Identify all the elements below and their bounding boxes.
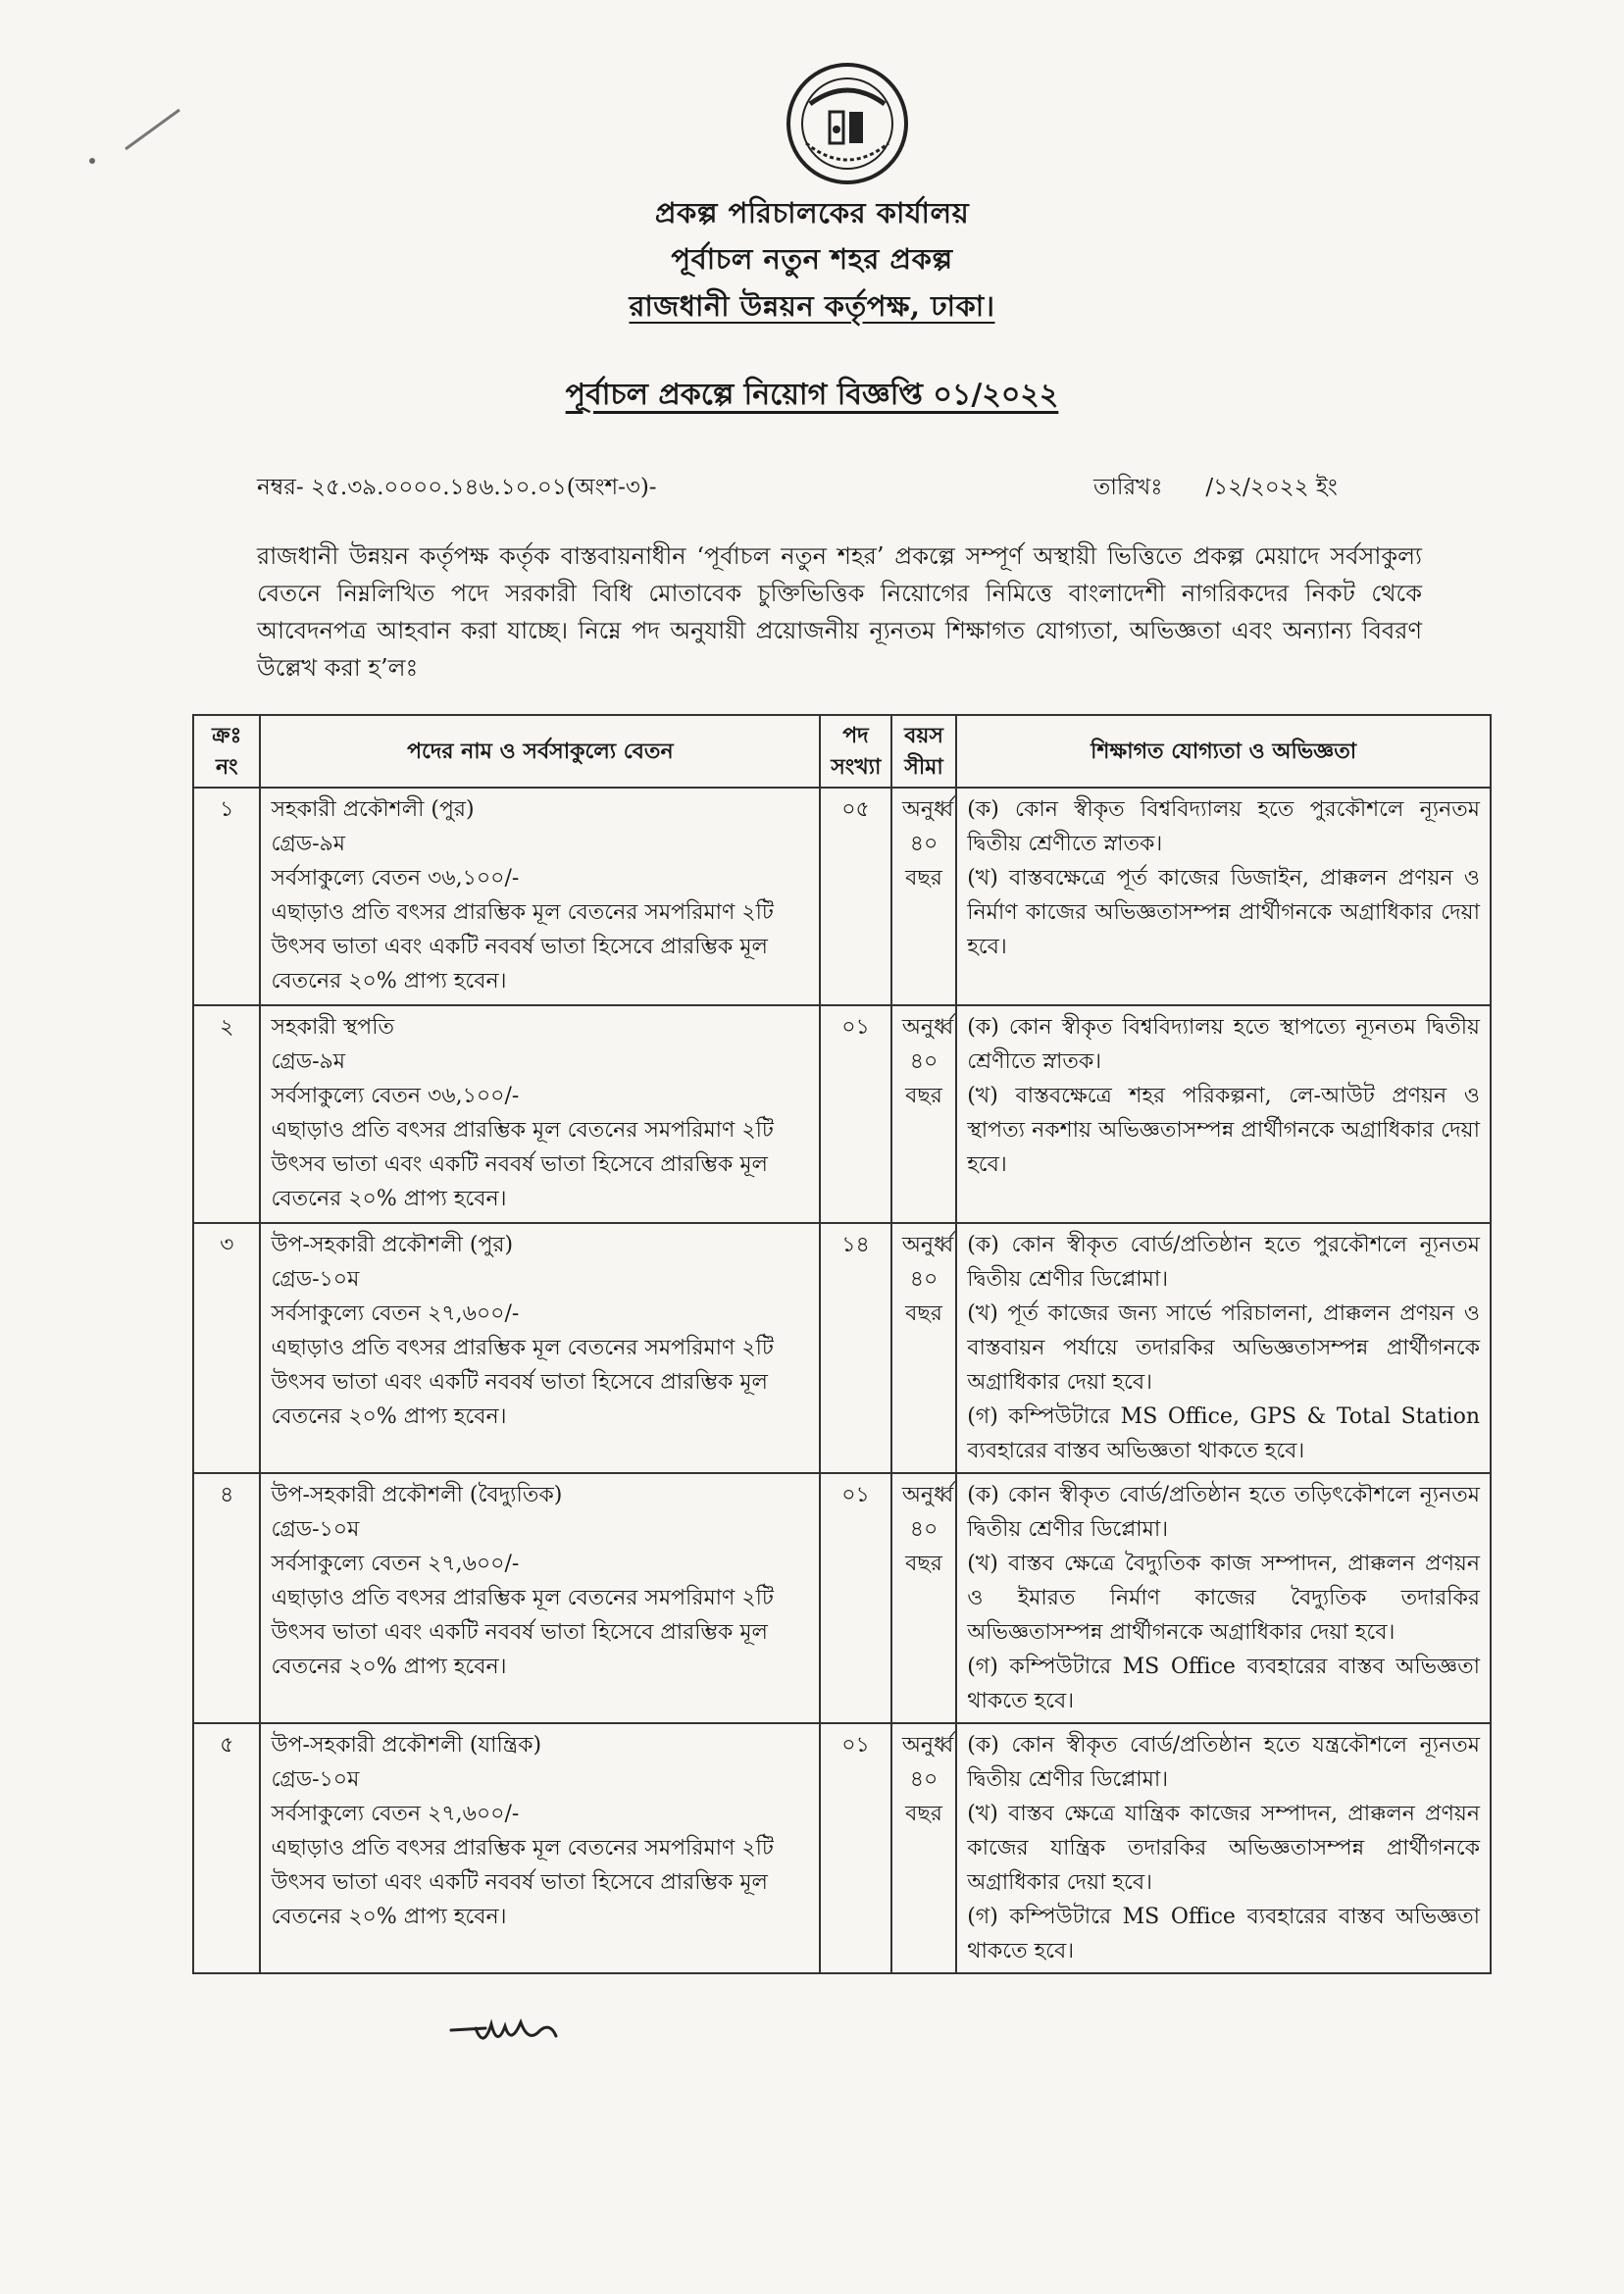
table-row: [193, 788, 1491, 1005]
serial-cell: ১: [193, 788, 260, 1005]
post-title: উপ-সহকারী প্রকৌশলী (পুর): [271, 1233, 514, 1257]
project-name: পূর্বাচল নতুন শহর প্রকল্প: [671, 242, 953, 276]
post-allowance-note: এছাড়াও প্রতি বৎসর প্রারম্ভিক মূল বেতনের সমপরিমাণ ২টি উৎসব ভাতা এবং একটি নববর্ষ ভাতা হিসেবে প্রারম্ভিক মূল বেতনের ২০% প্রাপ্য হবেন।: [271, 1586, 774, 1679]
age-limit-prefix: অনুর্ধ্ব: [901, 1015, 954, 1040]
serial-cell: ৫: [193, 1723, 260, 1973]
post-grade: গ্রেড-১০ম: [271, 1517, 360, 1542]
post-title: সহকারী স্থপতি: [271, 1015, 395, 1040]
header-qualification: শিক্ষাগত যোগ্যতা ও অভিজ্ঞতা: [956, 715, 1491, 788]
post-name-cell: [260, 1223, 820, 1473]
table-row: [193, 1723, 1491, 1973]
post-salary: সর্বসাকুল্যে বেতন ২৭,৬০০/-: [271, 1552, 520, 1576]
age-limit-cell: [891, 1473, 956, 1723]
post-name-cell: [260, 1723, 820, 1973]
post-name-cell: [260, 1473, 820, 1723]
age-limit-value: ৪০: [909, 1267, 939, 1292]
post-salary: সর্বসাকুল্যে বেতন ৩৬,১০০/-: [271, 1084, 520, 1108]
post-salary: সর্বসাকুল্যে বেতন ৩৬,১০০/-: [271, 866, 520, 891]
serial-cell: ৩: [193, 1223, 260, 1473]
qualification-cell: [956, 1223, 1491, 1473]
qualification-item: (গ) কম্পিউটারে MS Office ব্যবহারের বাস্তব অভিজ্ঞতা থাকতে হবে।: [967, 1655, 1480, 1713]
post-allowance-note: এছাড়াও প্রতি বৎসর প্রারম্ভিক মূল বেতনের সমপরিমাণ ২টি উৎসব ভাতা এবং একটি নববর্ষ ভাতা হিসেবে প্রারম্ভিক মূল বেতনের ২০% প্রাপ্য হবেন।: [271, 1836, 774, 1929]
post-name-cell: [260, 1005, 820, 1223]
qualification-cell: [956, 1005, 1491, 1223]
age-limit-cell: [891, 1223, 956, 1473]
qualification-item: (গ) কম্পিউটারে MS Office, GPS & Total Station ব্যবহারের বাস্তব অভিজ্ঞতা থাকতে হবে।: [967, 1404, 1480, 1463]
post-grade: গ্রেড-৯ম: [271, 1049, 346, 1074]
age-limit-prefix: অনুর্ধ্ব: [901, 1733, 954, 1758]
post-salary: সর্বসাকুল্যে বেতন ২৭,৬০০/-: [271, 1802, 520, 1826]
reference-number: নম্বর- ২৫.৩৯.০০০০.১৪৬.১০.০১(অংশ-৩)-: [257, 475, 657, 500]
scan-mark-icon: [86, 98, 204, 167]
post-grade: গ্রেড-১০ম: [271, 1267, 360, 1292]
age-limit-cell: [891, 1005, 956, 1223]
table-row: [193, 1005, 1491, 1223]
qualification-cell: [956, 1723, 1491, 1973]
header-age-limit: বয়স সীমা: [891, 715, 956, 788]
qualification-item: (খ) বাস্তবক্ষেত্রে শহর পরিকল্পনা, লে-আউট প্রণয়ন ও স্থাপত্য নকশায় অভিজ্ঞতাসম্পন্ন প্রার্থীগনকে অগ্রাধিকার দেয়া হবে।: [967, 1084, 1480, 1177]
qualification-item: (খ) বাস্তব ক্ষেত্রে যান্ত্রিক কাজের সম্পাদন, প্রাক্কলন প্রণয়ন কাজের যান্ত্রিক তদারকির অভিজ্ঞতাসম্পন্ন প্রার্থীগনকে অগ্রাধিকার দেয়া হবে।: [967, 1802, 1480, 1895]
qualification-cell: [956, 788, 1491, 1005]
rajuk-seal-icon: [785, 61, 910, 186]
post-title: উপ-সহকারী প্রকৌশলী (বৈদ্যুতিক): [271, 1483, 563, 1507]
age-limit-cell: [891, 1723, 956, 1973]
qualification-item: (খ) পূর্ত কাজের জন্য সার্ভে পরিচালনা, প্রাক্কলন প্রণয়ন ও বাস্তবায়ন পর্যায়ে তদারকির অভিজ্ঞতাসম্পন্ন প্রার্থীগনকে অগ্রাধিকার দেয়া হবে।: [967, 1301, 1480, 1395]
post-salary: সর্বসাকুল্যে বেতন ২৭,৬০০/-: [271, 1301, 520, 1326]
post-name-cell: [260, 788, 820, 1005]
post-allowance-note: এছাড়াও প্রতি বৎসর প্রারম্ভিক মূল বেতনের সমপরিমাণ ২টি উৎসব ভাতা এবং একটি নববর্ষ ভাতা হিসেবে প্রারম্ভিক মূল বেতনের ২০% প্রাপ্য হবেন।: [271, 1336, 774, 1429]
qualification-item: (ক) কোন স্বীকৃত বোর্ড/প্রতিষ্ঠান হতে যন্ত্রকৌশলে ন্যূনতম দ্বিতীয় শ্রেণীর ডিপ্লোমা।: [967, 1733, 1480, 1792]
serial-cell: ৪: [193, 1473, 260, 1723]
age-limit-cell: [891, 788, 956, 1005]
age-limit-prefix: অনুর্ধ্ব: [901, 797, 954, 822]
qualification-item: (ক) কোন স্বীকৃত বোর্ড/প্রতিষ্ঠান হতে তড়িৎকৌশলে ন্যূনতম দ্বিতীয় শ্রেণীর ডিপ্লোমা।: [967, 1483, 1480, 1542]
age-limit-unit: বছর: [905, 1552, 942, 1576]
post-allowance-note: এছাড়াও প্রতি বৎসর প্রারম্ভিক মূল বেতনের সমপরিমাণ ২টি উৎসব ভাতা এবং একটি নববর্ষ ভাতা হিসেবে প্রারম্ভিক মূল বেতনের ২০% প্রাপ্য হবেন।: [271, 900, 774, 994]
age-limit-value: ৪০: [909, 1049, 939, 1074]
age-limit-value: ৪০: [909, 1767, 939, 1792]
qualification-cell: [956, 1473, 1491, 1723]
qualification-item: (খ) বাস্তবক্ষেত্রে পূর্ত কাজের ডিজাইন, প্রাক্কলন প্রণয়ন ও নির্মাণ কাজের অভিজ্ঞতাসম্পন্ন প্রার্থীগনকে অগ্রাধিকার দেয়া হবে।: [967, 866, 1480, 959]
qualification-item: (খ) বাস্তব ক্ষেত্রে বৈদ্যুতিক কাজ সম্পাদন, প্রাক্কলন প্রণয়ন ও ইমারত নির্মাণ কাজের বৈদ্যুতিক তদারকির অভিজ্ঞতাসম্পন্ন প্রার্থীগনকে অগ্রাধিকার দেয়া হবে।: [967, 1552, 1480, 1645]
post-grade: গ্রেড-৯ম: [271, 832, 346, 856]
office-name: প্রকল্প পরিচালকের কার্যালয়: [654, 196, 970, 229]
signature-icon: [446, 2001, 574, 2060]
header-serial: ক্রঃ নং: [193, 715, 260, 788]
post-allowance-note: এছাড়াও প্রতি বৎসর প্রারম্ভিক মূল বেতনের সমপরিমাণ ২টি উৎসব ভাতা এবং একটি নববর্ষ ভাতা হিসেবে প্রারম্ভিক মূল বেতনের ২০% প্রাপ্য হবেন।: [271, 1118, 774, 1211]
header-post-name: পদের নাম ও সর্বসাকুল্যে বেতন: [260, 715, 820, 788]
serial-cell: ২: [193, 1005, 260, 1223]
age-limit-value: ৪০: [909, 832, 939, 856]
posts-table: [192, 714, 1492, 1974]
post-count-cell: ০১: [820, 1723, 891, 1973]
intro-paragraph: রাজধানী উন্নয়ন কর্তৃপক্ষ কর্তৃক বাস্তবায়নাধীন ‘পূর্বাচল নতুন শহর’ প্রকল্পে সম্পূর্ণ অস্থায়ী ভিত্তিতে প্রকল্প মেয়াদে সর্বসাকুল্য বেতনে নিম্নলিখিত পদে সরকারী বিধি মোতাবেক চুক্তিভিত্তিক নিয়োগের নিমিত্তে বাংলাদেশী নাগরিকদের নিকট থেকে আবেদনপত্র আহবান করা যাচ্ছে। নিম্নে পদ অনুযায়ী প্রয়োজনীয় ন্যূনতম শিক্ষাগত যোগ্যতা, অভিজ্ঞতা এবং অন্যান্য বিবরণ উল্লেখ করা হ’লঃ: [257, 542, 1422, 682]
table-header-row: [193, 715, 1491, 788]
notice-date: তারিখঃ /১২/২০২২ ইং: [1093, 475, 1338, 500]
post-count-cell: ০৫: [820, 788, 891, 1005]
post-count-cell: ০১: [820, 1005, 891, 1223]
age-limit-value: ৪০: [909, 1517, 939, 1542]
qualification-item: (ক) কোন স্বীকৃত বিশ্ববিদ্যালয় হতে স্থাপত্যে ন্যূনতম দ্বিতীয় শ্রেণীতে স্নাতক।: [967, 1015, 1480, 1074]
post-title: উপ-সহকারী প্রকৌশলী (যান্ত্রিক): [271, 1733, 542, 1758]
notice-title: পূর্বাচল প্রকল্পে নিয়োগ বিজ্ঞপ্তি ০১/২০২২: [565, 378, 1059, 412]
age-limit-unit: বছর: [905, 866, 942, 891]
qualification-item: (ক) কোন স্বীকৃত বোর্ড/প্রতিষ্ঠান হতে পুরকৌশলে ন্যূনতম দ্বিতীয় শ্রেণীর ডিপ্লোমা।: [967, 1233, 1480, 1292]
age-limit-prefix: অনুর্ধ্ব: [901, 1233, 954, 1257]
age-limit-unit: বছর: [905, 1084, 942, 1108]
post-title: সহকারী প্রকৌশলী (পুর): [271, 797, 475, 822]
age-limit-prefix: অনুর্ধ্ব: [901, 1483, 954, 1507]
age-limit-unit: বছর: [905, 1301, 942, 1326]
authority-name: রাজধানী উন্নয়ন কর্তৃপক্ষ, ঢাকা।: [629, 289, 995, 323]
post-count-cell: ১৪: [820, 1223, 891, 1473]
age-limit-unit: বছর: [905, 1802, 942, 1826]
header-post-count: পদ সংখ্যা: [820, 715, 891, 788]
table-row: [193, 1223, 1491, 1473]
post-grade: গ্রেড-১০ম: [271, 1767, 360, 1792]
post-count-cell: ০১: [820, 1473, 891, 1723]
qualification-item: (গ) কম্পিউটারে MS Office ব্যবহারের বাস্তব অভিজ্ঞতা থাকতে হবে।: [967, 1905, 1480, 1963]
table-row: [193, 1473, 1491, 1723]
qualification-item: (ক) কোন স্বীকৃত বিশ্ববিদ্যালয় হতে পুরকৌশলে ন্যূনতম দ্বিতীয় শ্রেণীতে স্নাতক।: [967, 797, 1480, 856]
